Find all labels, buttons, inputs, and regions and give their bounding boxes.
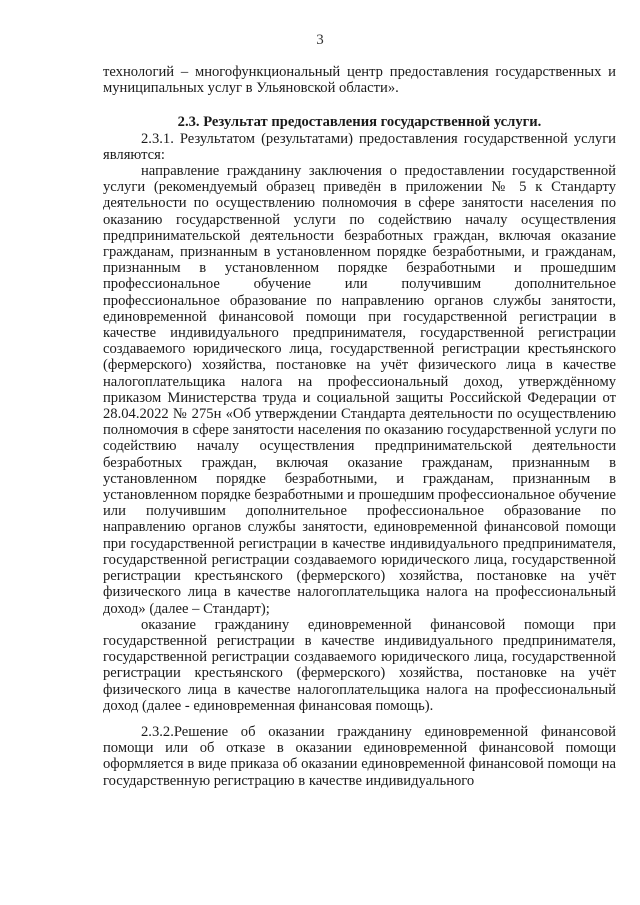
paragraph-2-3-2: 2.3.2.Решение об оказании гражданину единовременной финансовой помощи или об отказе в оказании единовременной финансовой помощи оформляется в виде приказа об оказании единовременной финансовой помощи на государственную регистрацию в качестве индивидуального <box>103 723 616 789</box>
paragraph-2-3-1: 2.3.1. Результатом (результатами) предоставления государственной услуги являются: <box>103 130 616 163</box>
page-number: 3 <box>316 32 324 48</box>
section-heading: 2.3. Результат предоставления государственной услуги. <box>177 114 542 131</box>
paragraph-assistance: оказание гражданину единовременной финансовой помощи при государственной регистрации в качестве индивидуального предпринимателя, государственной регистрации создаваемого юридического лица, государственной регистрации крестьянского (фермерского) хозяйства, постановке на учёт физического лица в качестве налогоплательщика налога на профессиональный доход (далее - единовременная финансовая помощь). <box>103 616 616 714</box>
paragraph-direction: направление гражданину заключения о предоставлении государственной услуги (рекомендуемый образец приведён в приложении № 5 к Стандарту деятельности по осуществлению полномочия в сфере занятости населения по оказанию государственной услуги по содействию началу осуществления предпринимательской деятельности безработных граждан, включая оказание гражданам, признанным в установленном порядке безработными, и гражданам, признанным в установленном порядке безработными и прошедшим профессиональное обучение или получившим дополнительное профессиональное образование по направлению органов службы занятости, единовременной финансовой помощи при государственной регистрации в качестве индивидуального предпринимателя, государственной регистрации создаваемого юридического лица, государственной регистрации крестьянского (фермерского) хозяйства, постановке на учёт физического лица в качестве налогоплательщика налога на профессиональный доход, утверждённому приказом Министерства труда и социальной защиты Российской Федерации от 28.04.2022 № 275н «Об утверждении Стандарта деятельности по осуществлению полномочия в сфере занятости населения по оказанию государственной услуги по содействию началу осуществления предпринимательской деятельности безработных граждан, включая оказание гражданам, признанным в установленном порядке безработными, и гражданам, признанным в установленном порядке безработными и прошедшим профессиональное обучение или получившим дополнительное профессиональное образование по направлению органов службы занятости, единовременной финансовой помощи при государственной регистрации в качестве индивидуального предпринимателя, государственной регистрации создаваемого юридического лица, государственной регистрации крестьянского (фермерского) хозяйства, постановке на учёт физического лица в качестве налогоплательщика налога на профессиональный доход» (далее – Стандарт); <box>103 163 616 617</box>
intro-paragraph: технологий – многофункциональный центр предоставления государственных и муниципальных услуг в Ульяновской области». <box>103 64 616 97</box>
body-text <box>103 64 616 789</box>
